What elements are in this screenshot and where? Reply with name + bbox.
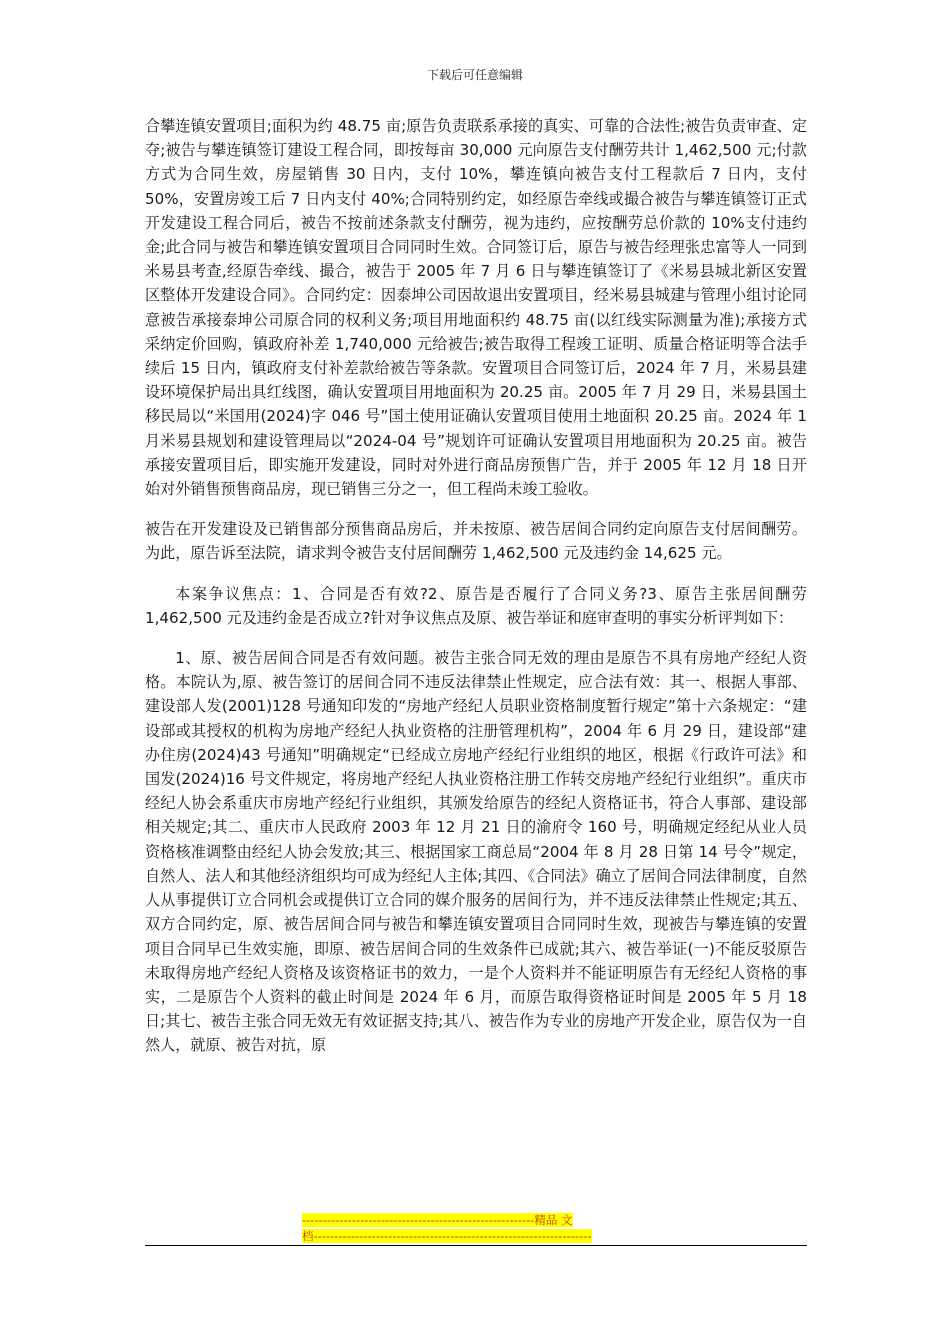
document-body bbox=[145, 114, 807, 1074]
footer-divider bbox=[145, 1245, 807, 1246]
footer-watermark bbox=[302, 1212, 648, 1244]
footer-watermark-line1: --------------------------------------------------------精品 文 bbox=[302, 1213, 573, 1227]
footer-watermark-line2: 档------------------------------------------------------------------- bbox=[302, 1229, 592, 1243]
paragraph-claim: 被告在开发建设及已销售部分预售商品房后，并未按原、被告居间合同约定向原告支付居间酬劳。为此，原告诉至法院，请求判令被告支付居间酬劳 1,462,500 元及违约金 14,625 元。 bbox=[145, 520, 807, 563]
paragraph-contract-validity: 1、原、被告居间合同是否有效问题。被告主张合同无效的理由是原告不具有房地产经纪人资格。本院认为,原、被告签订的居间合同不违反法律禁止性规定，应合法有效：其一、根据人事部、建设部人发(2001)128 号通知印发的“房地产经纪人员职业资格制度暂行规定”第十六条规定：“建设部或其授权的机构为房地产经纪人执业资格的注册管理机构”，2004 年 6 月 29 日，建设部“建办住房(2024)43 号通知”明确规定“已经成立房地产经纪行业组织的地区，根据《行政许可法》和国发(2024)16 号文件规定，将房地产经纪人执业资格注册工作转交房地产经纪行业组织”。重庆市经纪人协会系重庆市房地产经纪行业组织，其颁发给原告的经纪人资格证书，符合人事部、建设部相关规定;其二、重庆市人民政府 2003 年 12 月 21 日的渝府令 160 号，明确规定经纪从业人员资格核准调整由经纪人协会发放;其三、根据国家工商总局“2004 年 8 月 28 日第 14 号令”规定，自然人、法人和其他经济组织均可成为经纪人主体;其四、《合同法》确立了居间合同法律制度，自然人从事提供订立合同机会或提供订立合同的媒介服务的居间行为，并不违反法律禁止性规定;其五、双方合同约定，原、被告居间合同与被告和攀连镇安置项目合同同时生效，现被告与攀连镇的安置项目合同早已生效实施，即原、被告居间合同的生效条件已成就;其六、被告举证(一)不能反驳原告未取得房地产经纪人资格及该资格证书的效力，一是个人资料并不能证明原告有无经纪人资格的事实，二是原告个人资料的截止时间是 2024 年 6 月，而原告取得资格证时间是 2005 年 5 月 18 日;其七、被告主张合同无效无有效证据支持;其八、被告作为专业的房地产开发企业，原告仅为一自然人，就原、被告对抗，原 bbox=[145, 649, 808, 1055]
paragraph-case-facts: 合攀连镇安置项目;面积为约 48.75 亩;原告负责联系承接的真实、可靠的合法性;被告负责审查、定夺;被告与攀连镇签订建设工程合同，即按每亩 30,000 元向原告支付酬劳共计 1,462,500 元;付款方式为合同生效，房屋销售 30 日内，支付 10%，攀连镇向被告支付工程款后 7 日内，支付 50%，安置房竣工后 7 日内支付 40%;合同特别约定，如经原告牵线或撮合被告与攀连镇签订正式开发建设工程合同后，被告不按前述条款支付酬劳，视为违约，应按酬劳总价款的 10%支付违约金;此合同与被告和攀连镇安置项目合同同时生效。合同签订后，原告与被告经理张忠富等人一同到米易县考查,经原告牵线、撮合，被告于 2005 年 7 月 6 日与攀连镇签订了《米易县城北新区安置区整体开发建设合同》。合同约定：因泰坤公司因故退出安置项目，经米易县城建与管理小组讨论同意被告承接泰坤公司原合同的权利义务;项目用地面积约 48.75 亩(以红线实际测量为准);承接方式采纳定价回购，镇政府补差 1,740,000 元给被告;被告取得工程竣工证明、质量合格证明等合法手续后 15 日内，镇政府支付补差款给被告等条款。安置项目合同签订后，2024 年 7 月，米易县建设环境保护局出具红线图，确认安置项目用地面积为 20.25 亩。2005 年 7 月 29 日，米易县国土移民局以“米国用(2024)字 046 号”国土使用证确认安置项目使用土地面积 20.25 亩。2024 年 1 月米易县规划和建设管理局以“2024-04 号”规划许可证确认安置项目用地面积为 20.25 亩。被告承接安置项目后，即实施开发建设，同时对外进行商品房预售广告，并于 2005 年 12 月 18 日开始对外销售预售商品房，现已销售三分之一，但工程尚未竣工验收。 bbox=[145, 117, 807, 499]
page-header: 下载后可任意编辑 bbox=[426, 68, 523, 82]
paragraph-dispute-focus: 本案争议焦点：1、合同是否有效?2、原告是否履行了合同义务?3、原告主张居间酬劳 1,462,500 元及违约金是否成立?针对争议焦点及原、被告举证和庭审查明的事实分析评判如下： bbox=[145, 584, 807, 627]
